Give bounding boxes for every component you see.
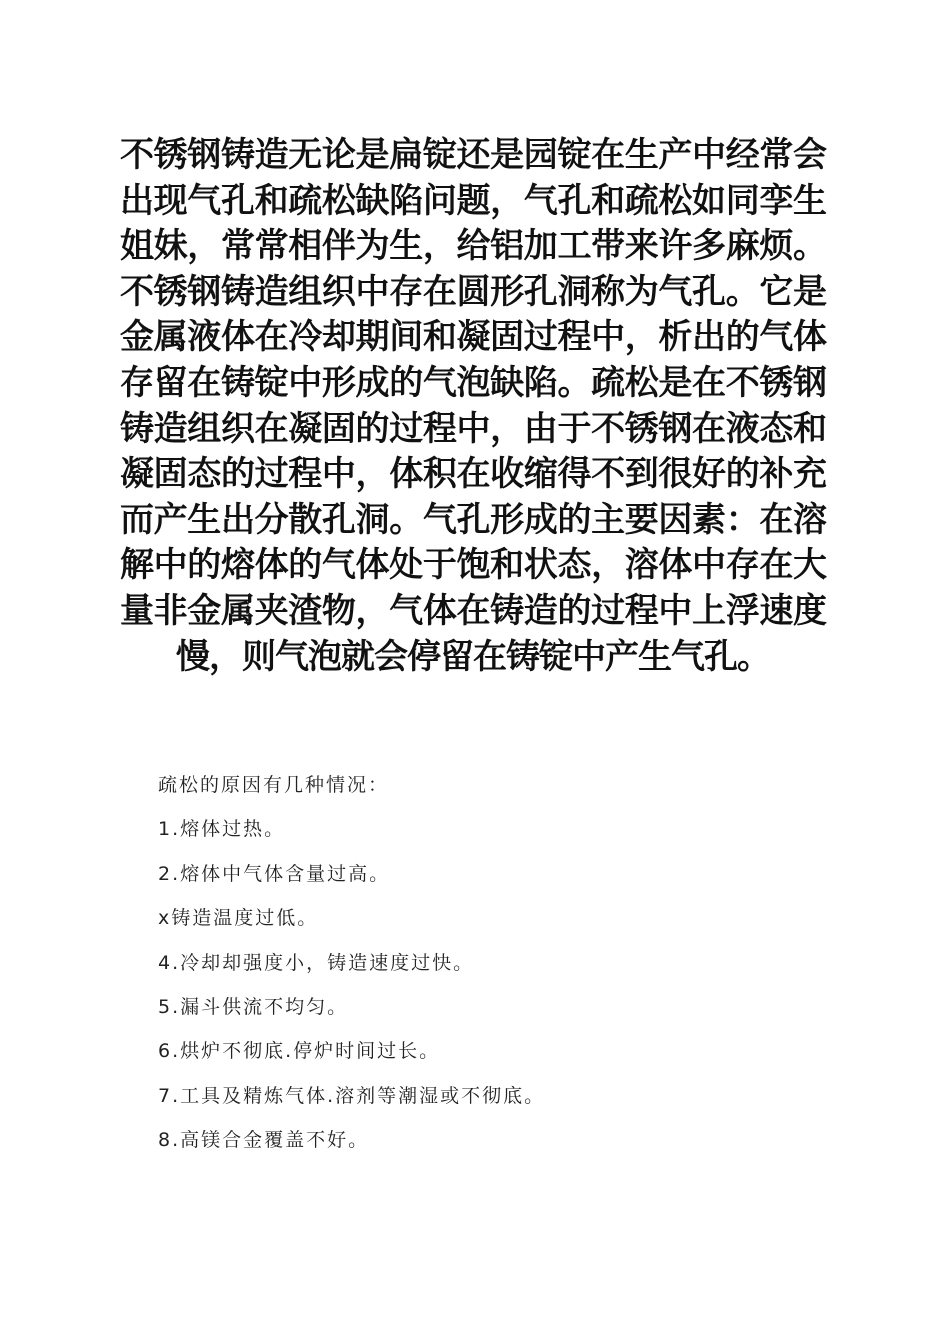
list-item: 4.冷却却强度小，铸造速度过快。 (158, 951, 475, 974)
list-item: 7.工具及精炼气体.溶剂等潮湿或不彻底。 (158, 1084, 546, 1107)
main-paragraph: 不锈钢铸造无论是扁锭还是园锭在生产中经常会出现气孔和疏松缺陷问题，气孔和疏松如同孪生姐妹，常常相伴为生，给铝加工带来许多麻烦。不锈钢铸造组织中存在圆形孔洞称为气孔。它是金属液体在冷却期间和凝固过程中，析出的气体存留在铸锭中形成的气泡缺陷。疏松是在不锈钢铸造组织在凝固的过程中，由于不锈钢在液态和凝固态的过程中，体积在收缩得不到很好的补充而产生出分散孔洞。气孔形成的主要因素：在溶解中的熔体的气体处于饱和状态，溶体中存在大量非金属夹渣物，气体在铸造的过程中上浮速度慢，则气泡就会停留在铸锭中产生气孔。 (120, 135, 826, 677)
list-item: 5.漏斗供流不均匀。 (158, 995, 349, 1018)
list-item: x铸造温度过低。 (158, 907, 319, 930)
list-item: 6.烘炉不彻底.停炉时间过长。 (158, 1040, 441, 1063)
list-item: 8.高镁合金覆盖不好。 (158, 1129, 370, 1152)
list-item: 1.熔体过热。 (158, 818, 286, 841)
list-item: 2.熔体中气体含量过高。 (158, 862, 391, 885)
list-intro: 疏松的原因有几种情况： (158, 774, 390, 796)
causes-list (158, 770, 798, 1170)
